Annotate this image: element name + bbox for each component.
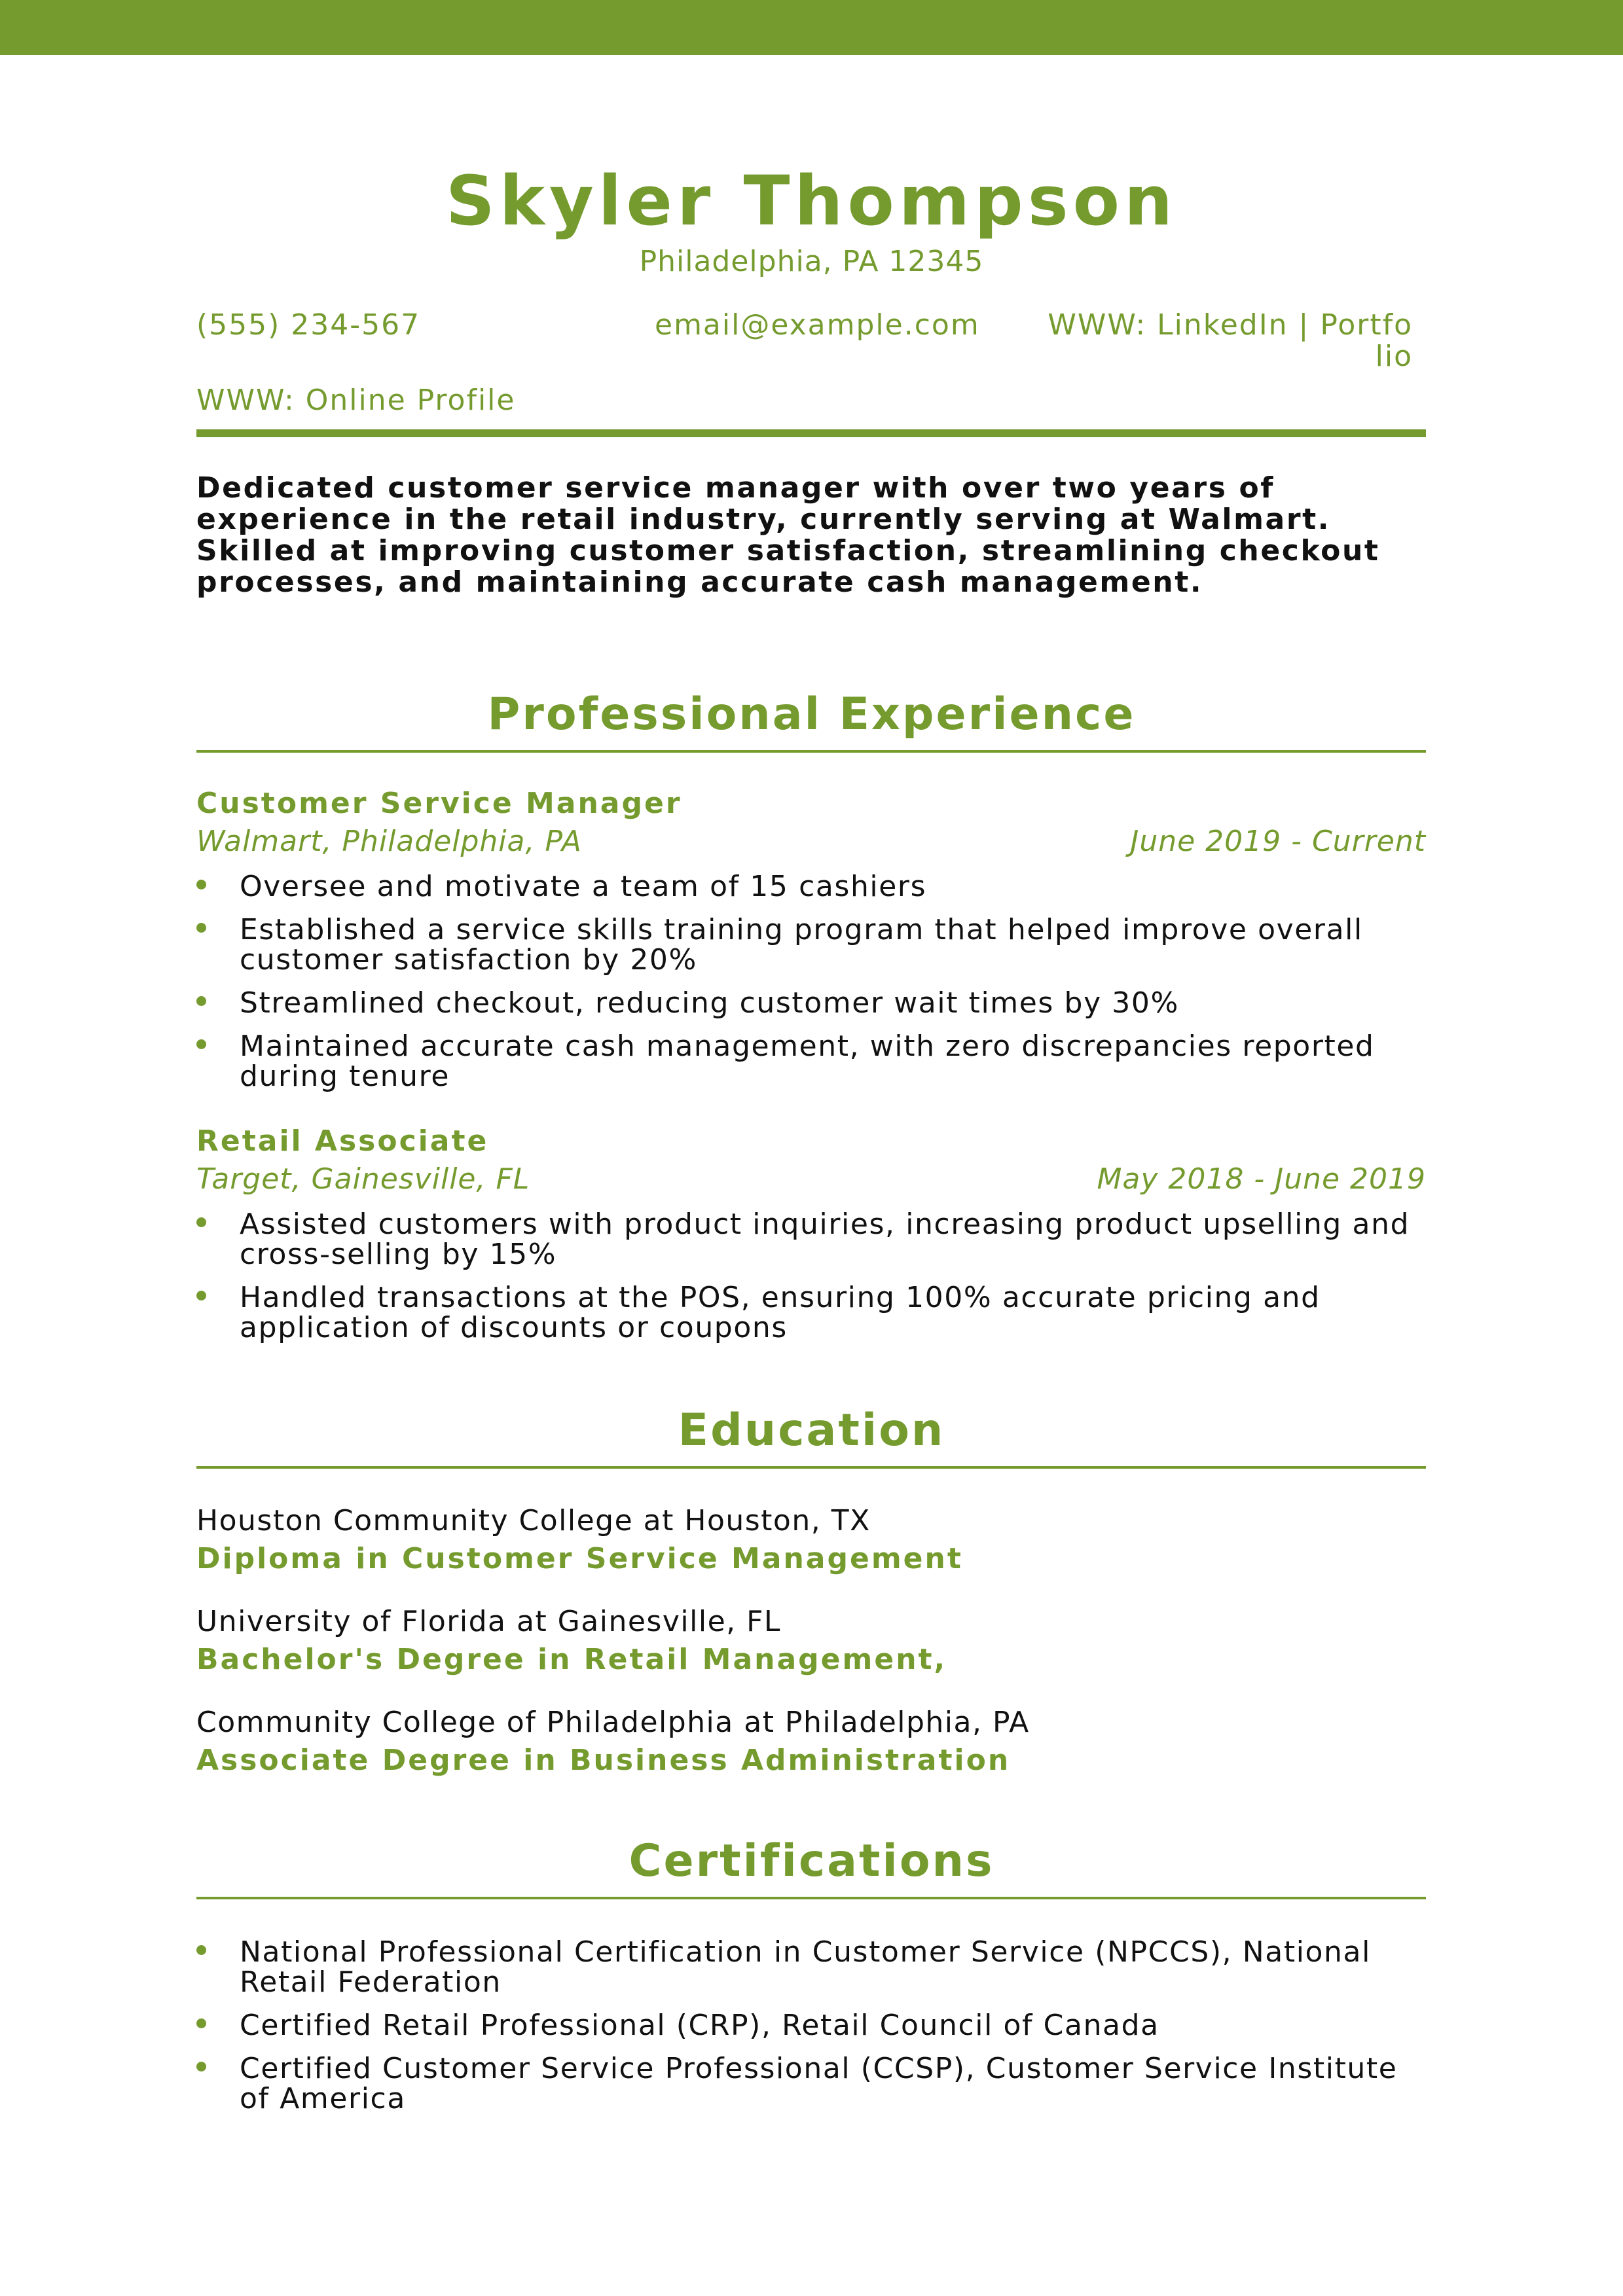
certifications-heading: Certifications bbox=[629, 1835, 994, 1887]
degree-name: Diploma in Customer Service Management bbox=[196, 1542, 963, 1575]
bullet-dot-icon bbox=[196, 2062, 206, 2072]
school-name: University of Florida at Gainesville, FL bbox=[196, 1605, 781, 1638]
job-bullet: Oversee and motivate a team of 15 cashiers bbox=[196, 872, 1426, 902]
school-name: Community College of Philadelphia at Philadelphia, PA bbox=[196, 1706, 1030, 1739]
candidate-name: Skyler Thompson bbox=[445, 161, 1178, 241]
job-title: Customer Service Manager bbox=[196, 787, 682, 820]
degree-name: Bachelor's Degree in Retail Management, bbox=[196, 1643, 947, 1676]
certification-list bbox=[196, 1937, 1426, 2127]
job-dates: May 2018 - June 2019 bbox=[1097, 1162, 1426, 1196]
bullet-dot-icon bbox=[196, 1945, 206, 1955]
school-name: Houston Community College at Houston, TX bbox=[196, 1504, 871, 1537]
web-links[interactable] bbox=[1046, 310, 1413, 373]
bullet-dot-icon bbox=[196, 1217, 206, 1227]
top-accent-bar bbox=[0, 0, 1623, 55]
job-bullet-list bbox=[196, 872, 1426, 1105]
bullet-dot-icon bbox=[196, 2018, 206, 2028]
header-divider bbox=[196, 429, 1426, 437]
job-company: Walmart, Philadelphia, PA bbox=[196, 825, 582, 858]
experience-heading: Professional Experience bbox=[487, 689, 1136, 740]
education-divider bbox=[196, 1466, 1426, 1469]
bullet-dot-icon bbox=[196, 923, 206, 933]
certification-item: National Professional Certification in Customer Service (NPCCS), National Retail Federation bbox=[196, 1937, 1426, 1998]
phone-number: (555) 234-567 bbox=[196, 308, 421, 342]
job-company: Target, Gainesville, FL bbox=[196, 1162, 530, 1196]
job-bullet-list bbox=[196, 1210, 1426, 1356]
job-title: Retail Associate bbox=[196, 1124, 489, 1158]
online-profile-link[interactable]: WWW: Online Profile bbox=[196, 384, 516, 417]
degree-name: Associate Degree in Business Administration bbox=[196, 1744, 1011, 1777]
address-line: Philadelphia, PA 12345 bbox=[639, 245, 984, 278]
bullet-dot-icon bbox=[196, 880, 206, 889]
education-heading: Education bbox=[678, 1405, 945, 1456]
bullet-dot-icon bbox=[196, 1039, 206, 1049]
experience-divider bbox=[196, 750, 1426, 753]
professional-summary: Dedicated customer service manager with over two years of experience in the retail industry, currently serving at Walmart. Skilled at improving customer satisfaction, streamlining checkout processes, and maintaining accurate cash management. bbox=[196, 471, 1380, 599]
web-links-line-2[interactable]: lio bbox=[1375, 340, 1413, 374]
email-address[interactable]: email@example.com bbox=[655, 308, 980, 342]
job-bullet: Maintained accurate cash management, with zero discrepancies reported during tenure bbox=[196, 1031, 1426, 1092]
job-bullet: Streamlined checkout, reducing customer wait times by 30% bbox=[196, 988, 1426, 1018]
certifications-divider bbox=[196, 1897, 1426, 1899]
bullet-dot-icon bbox=[196, 1291, 206, 1300]
job-bullet: Established a service skills training program that helped improve overall customer satisfaction by 20% bbox=[196, 915, 1426, 975]
certification-item: Certified Retail Professional (CRP), Retail Council of Canada bbox=[196, 2011, 1426, 2041]
certification-item: Certified Customer Service Professional (CCSP), Customer Service Institute of America bbox=[196, 2054, 1426, 2114]
job-dates: June 2019 - Current bbox=[1130, 825, 1426, 858]
bullet-dot-icon bbox=[196, 996, 206, 1006]
web-links-line-1[interactable]: WWW: LinkedIn | Portfo bbox=[1048, 308, 1413, 342]
job-bullet: Assisted customers with product inquiries, increasing product upselling and cross-selling by 15% bbox=[196, 1210, 1426, 1270]
job-bullet: Handled transactions at the POS, ensuring 100% accurate pricing and application of discounts or coupons bbox=[196, 1283, 1426, 1343]
